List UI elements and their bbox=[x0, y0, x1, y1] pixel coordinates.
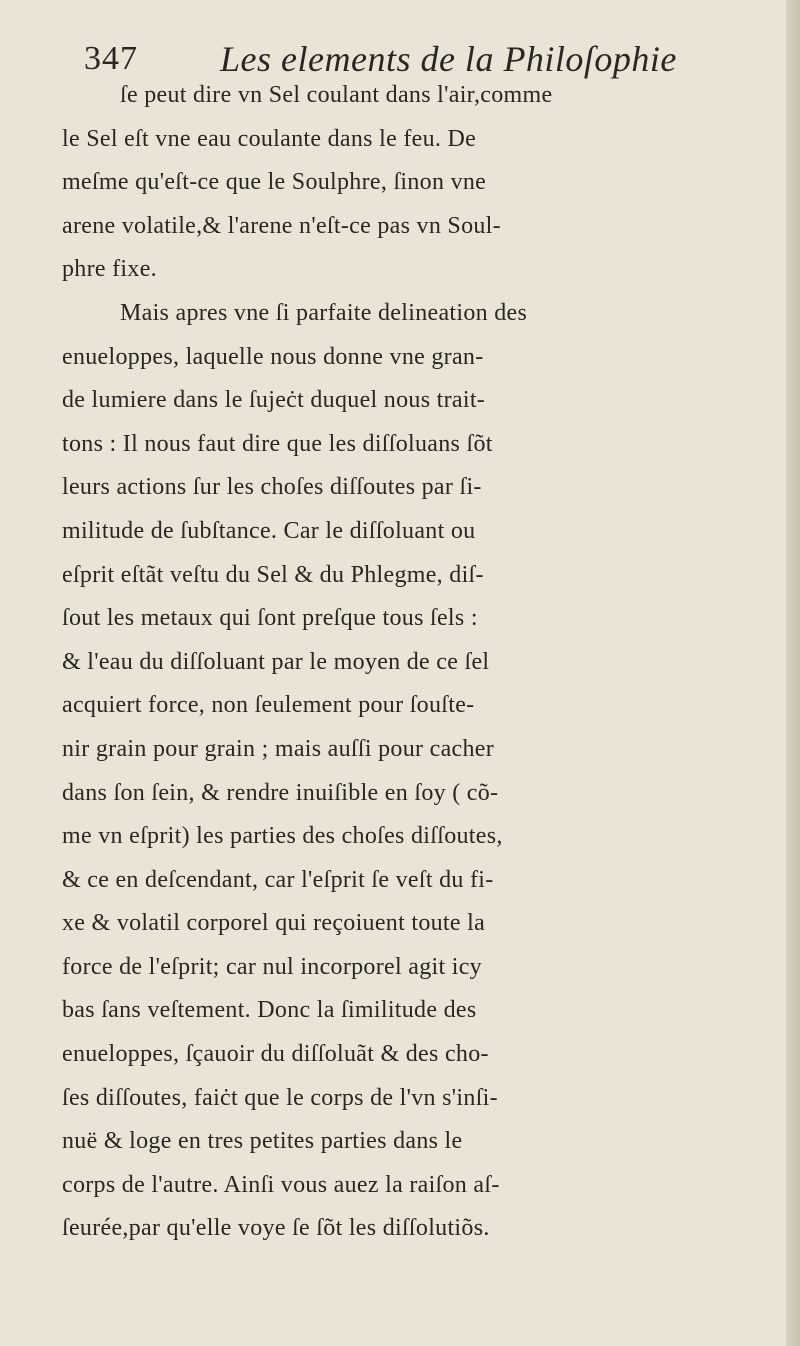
text-line: ſe peut dire vn Sel coulant dans l'air,comme bbox=[120, 82, 553, 108]
text-line: ſeurée,par qu'elle voye ſe ſõt les diſſolutiõs. bbox=[62, 1215, 490, 1242]
text-line: & ce en deſcendant, car l'eſprit ſe veſt du fi- bbox=[62, 866, 494, 893]
text-line: & l'eau du diſſoluant par le moyen de ce ſel bbox=[62, 648, 490, 675]
text-line: nuë & loge en tres petites parties dans le bbox=[62, 1128, 463, 1155]
text-line: ſout les metaux qui ſont preſque tous ſels : bbox=[62, 605, 478, 632]
page-number: 347 bbox=[84, 40, 138, 77]
text-line: me vn eſprit) les parties des choſes diſſoutes, bbox=[62, 823, 503, 850]
body-text bbox=[62, 74, 782, 1251]
text-line: Mais apres vne ſi parfaite delineation des bbox=[120, 299, 528, 326]
text-line: militude de ſubſtance. Car le diſſoluant ou bbox=[62, 517, 476, 544]
text-line: enueloppes, ſçauoir du diſſoluãt & des cho- bbox=[62, 1041, 489, 1068]
text-line: eſprit eſtãt veſtu du Sel & du Phlegme, diſ- bbox=[62, 561, 484, 588]
text-line: acquiert force, non ſeulement pour ſouſte- bbox=[62, 692, 475, 719]
text-line: arene volatile,& l'arene n'eſt-ce pas vn Soul- bbox=[62, 212, 501, 239]
text-line: le Sel eſt vne eau coulante dans le feu. De bbox=[62, 125, 477, 152]
page-edge bbox=[786, 0, 800, 1346]
text-line: nir grain pour grain ; mais auſſi pour cacher bbox=[62, 735, 495, 762]
text-line: bas ſans veſtement. Donc la ſimilitude des bbox=[62, 997, 477, 1024]
running-title: Les elements de la Philoſophie bbox=[220, 39, 677, 79]
text-line: ſes diſſoutes, faiċt que le corps de l'vn s'inſi- bbox=[62, 1084, 498, 1111]
text-line: meſme qu'eſt-ce que le Soulphre, ſinon vne bbox=[62, 169, 487, 196]
text-line: xe & volatil corporel qui reçoiuent toute la bbox=[62, 910, 486, 937]
text-line: enueloppes, laquelle nous donne vne gran- bbox=[62, 343, 484, 370]
text-line: corps de l'autre. Ainſi vous auez la raiſon aſ- bbox=[62, 1171, 500, 1198]
text-line: tons : Il nous faut dire que les diſſoluans ſõt bbox=[62, 430, 493, 457]
text-line: dans ſon ſein, & rendre inuiſible en ſoy ( cõ- bbox=[62, 779, 499, 806]
text-line: de lumiere dans le ſujeċt duquel nous trait- bbox=[62, 387, 486, 414]
text-line: force de l'eſprit; car nul incorporel agit icy bbox=[62, 953, 482, 980]
text-line: phre fixe. bbox=[62, 256, 157, 283]
text-line: leurs actions ſur les choſes diſſoutes par ſi- bbox=[62, 474, 482, 501]
